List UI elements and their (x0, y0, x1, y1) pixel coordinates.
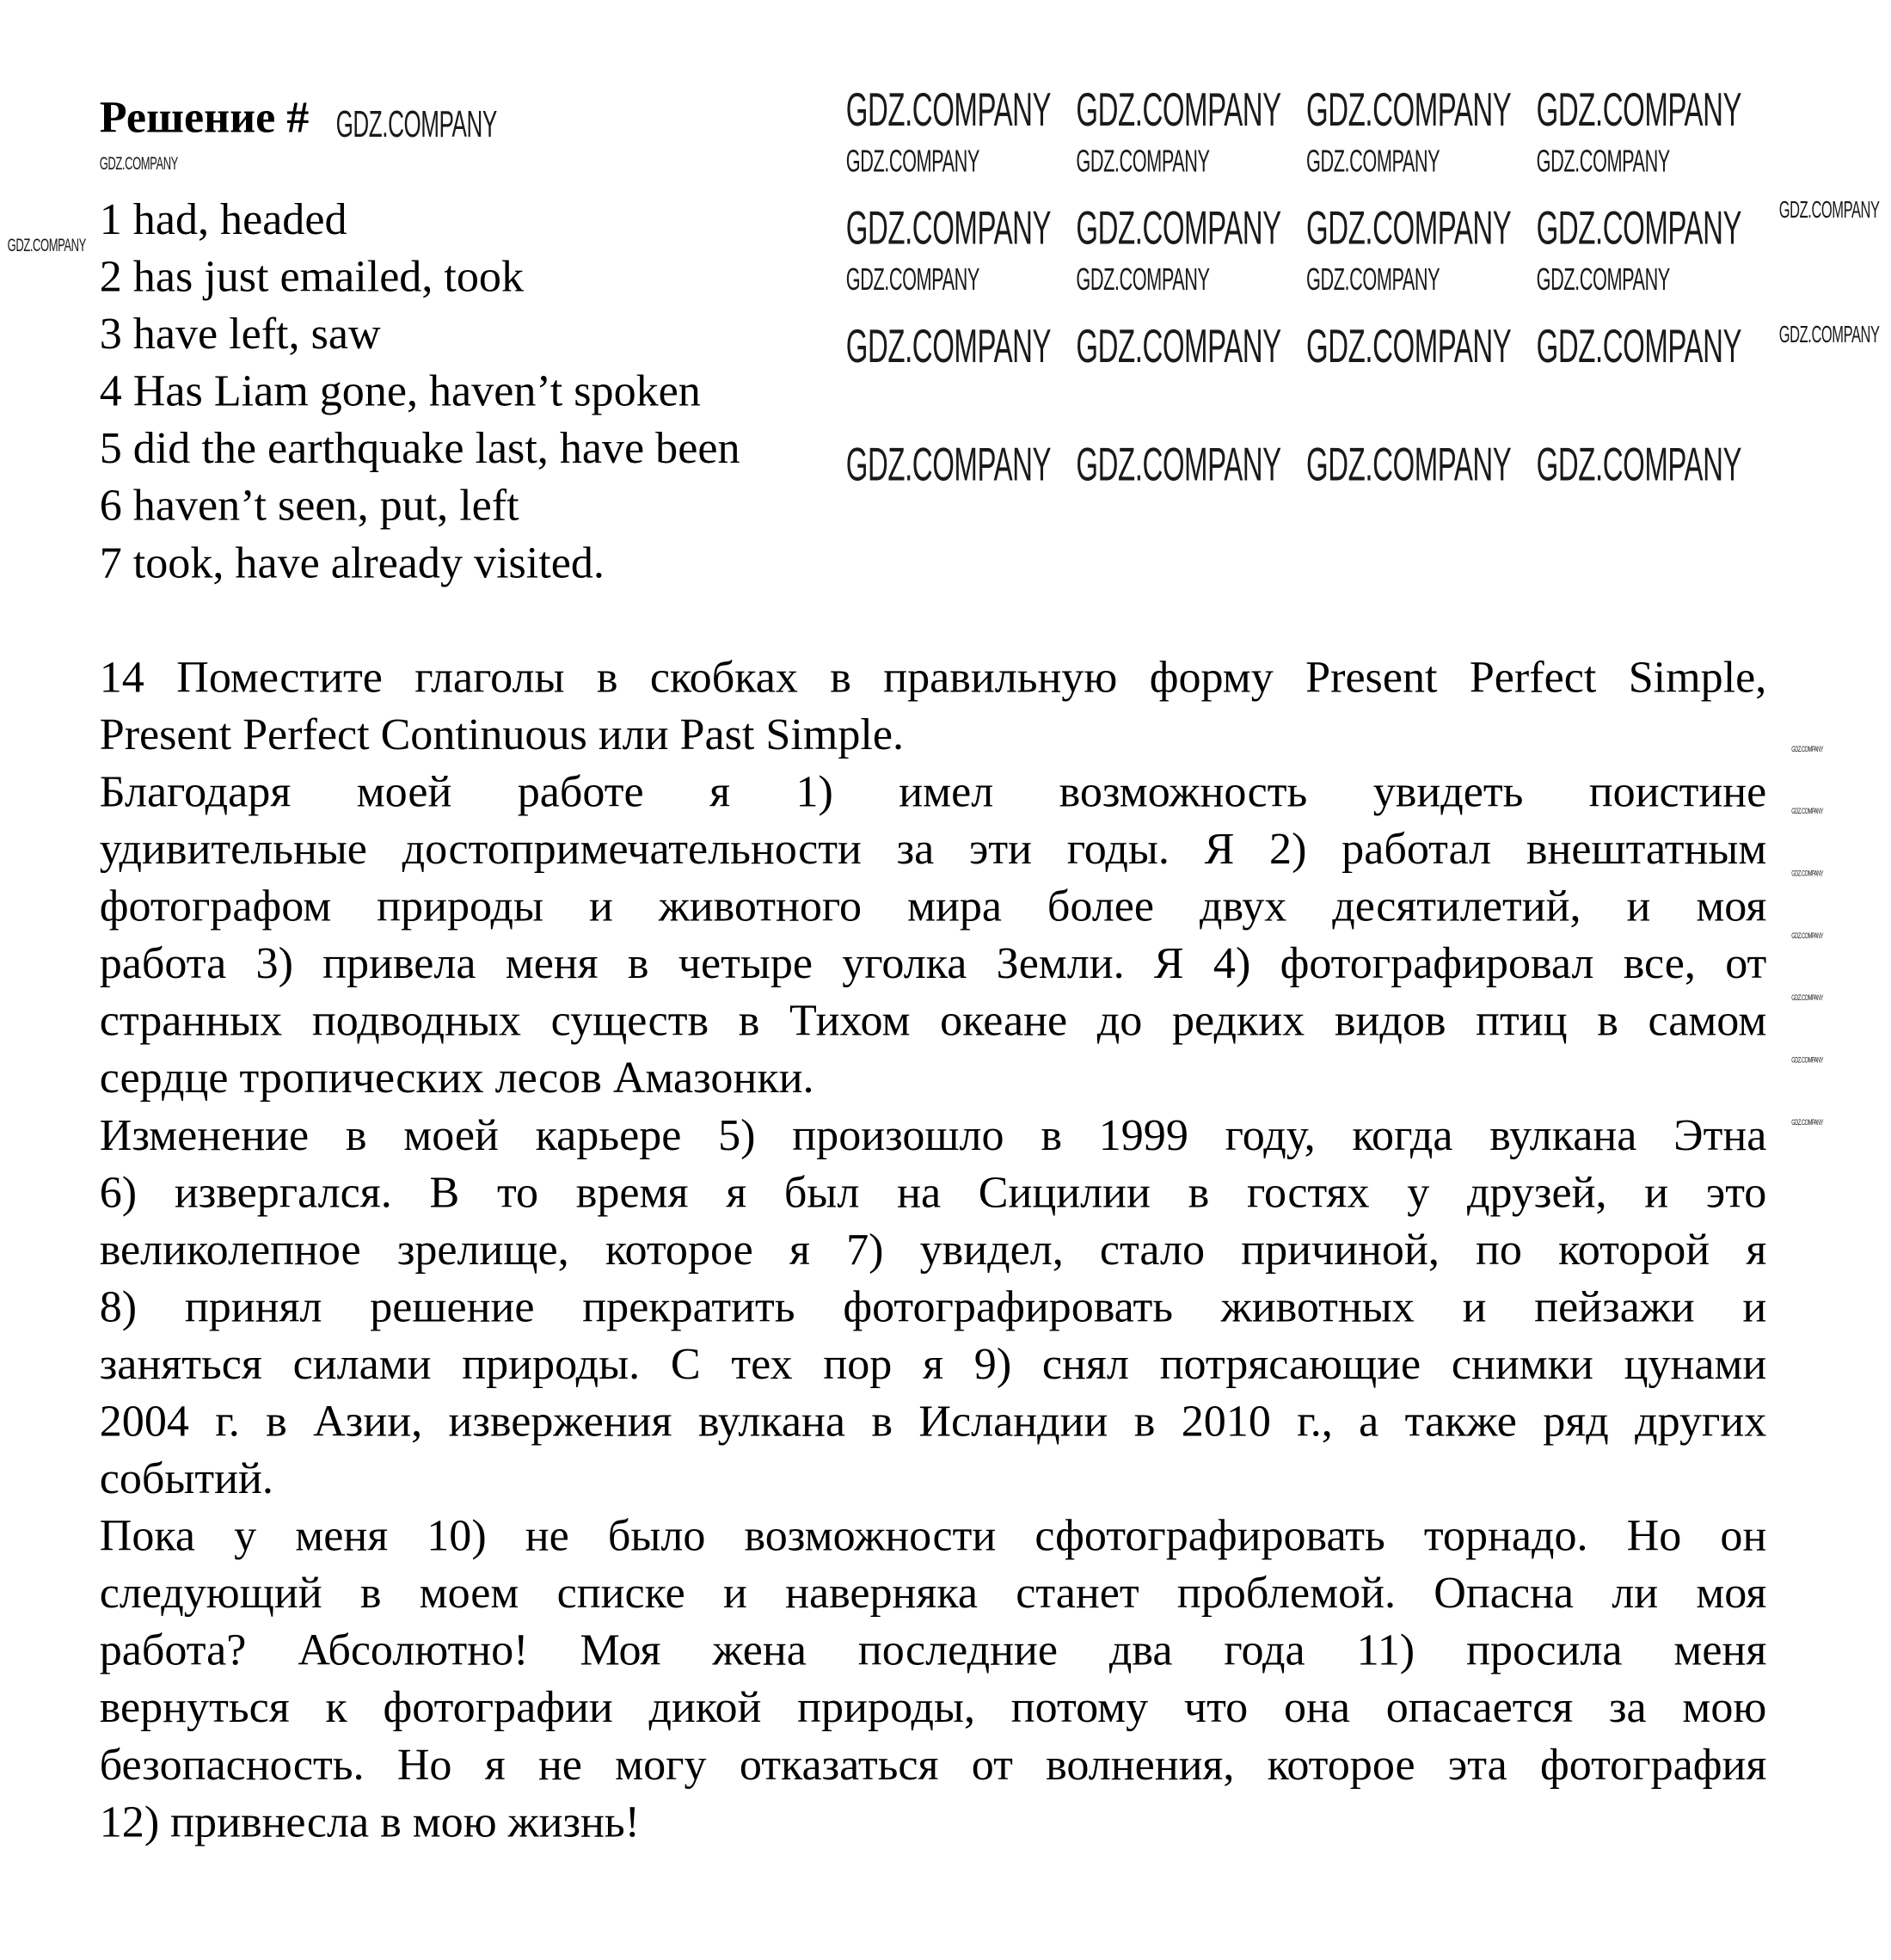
watermark: GDZ.COMPANY (1076, 84, 1281, 138)
answer-item: 3 have left, saw (99, 308, 381, 359)
paragraph-line: 2004 г. в Азии, извержения вулкана в Исландии в 2010 г., а также ряд других (99, 1396, 1767, 1447)
watermark: GDZ.COMPANY (1306, 84, 1512, 138)
watermark: GDZ.COMPANY (1536, 439, 1742, 492)
paragraph-line: сердце тропических лесов Амазонки. (99, 1052, 814, 1103)
watermark: GDZ.COMPANY (1306, 144, 1440, 180)
watermark: GDZ.COMPANY (845, 84, 1052, 138)
watermark: GDZ.COMPANY (1536, 321, 1742, 374)
exercise-text (100, 648, 1767, 1851)
watermark: GDZ.COMPANY (845, 144, 979, 180)
task-instruction-line: Present Perfect Continuous или Past Simple. (99, 709, 904, 759)
watermark: GDZ.COMPANY (1536, 84, 1742, 138)
watermark: GDZ.COMPANY (1791, 807, 1824, 817)
watermark: GDZ.COMPANY (1306, 202, 1512, 255)
watermark: GDZ.COMPANY (335, 104, 497, 146)
watermark: GDZ.COMPANY (1536, 202, 1742, 255)
paragraph-line: фотографом природы и животного мира более двух десятилетий, и моя (99, 881, 1767, 931)
watermark: GDZ.COMPANY (845, 439, 1052, 492)
paragraph-line: работа 3) привела меня в четыре уголка Земли. Я 4) фотографировал все, от (99, 937, 1767, 988)
paragraph-line: 12) привнесла в мою жизнь! (99, 1797, 641, 1846)
watermark: GDZ.COMPANY (1076, 321, 1281, 374)
watermark: GDZ.COMPANY (99, 152, 178, 175)
paragraph-line: безопасность. Но я не могу отказаться от волнения, которое эта фотография (99, 1739, 1767, 1790)
answer-item: 6 haven’t seen, put, left (99, 480, 519, 531)
watermark: GDZ.COMPANY (1791, 1118, 1824, 1127)
answer-item: 2 has just emailed, took (99, 251, 524, 302)
paragraph-line: странных подводных существ в Тихом океане до редких видов птиц в самом (99, 995, 1767, 1046)
watermark: GDZ.COMPANY (1791, 745, 1824, 754)
watermark: GDZ.COMPANY (1306, 439, 1512, 492)
watermark: GDZ.COMPANY (1076, 144, 1210, 180)
watermark: GDZ.COMPANY (1076, 202, 1281, 255)
paragraph-line: вернуться к фотографии дикой природы, потому что она опасается за мою (99, 1681, 1767, 1732)
watermark: GDZ.COMPANY (1306, 321, 1512, 374)
watermark: GDZ.COMPANY (1778, 322, 1880, 349)
watermark: GDZ.COMPANY (1791, 1056, 1824, 1066)
paragraph-line: работа? Абсолютно! Моя жена последние два года 11) просила меня (99, 1625, 1767, 1675)
paragraph-line: удивительные достопримечательности за эти годы. Я 2) работал внештатным (99, 823, 1767, 874)
paragraph-line: 6) извергался. В то время я был на Сицилии в гостях у друзей, и это (99, 1167, 1767, 1217)
answer-item: 1 had, headed (99, 194, 347, 244)
watermark: GDZ.COMPANY (845, 202, 1052, 255)
task-instruction-line: 14 Поместите глаголы в скобках в правильную форму Present Perfect Simple, (99, 652, 1767, 702)
answer-item: 4 Has Liam gone, haven’t spoken (99, 366, 701, 416)
paragraph-line: 8) принял решение прекратить фотографировать животных и пейзажи и (99, 1281, 1767, 1331)
watermark: GDZ.COMPANY (1536, 144, 1670, 180)
paragraph-line: Изменение в моей карьере 5) произошло в 1999 году, когда вулкана Этна (99, 1109, 1767, 1160)
watermark: GDZ.COMPANY (1778, 198, 1880, 224)
watermark: GDZ.COMPANY (1076, 262, 1210, 298)
paragraph-line: событий. (99, 1453, 273, 1503)
paragraph-line: следующий в моем списке и наверняка станет проблемой. Опасна ли моя (99, 1567, 1767, 1618)
paragraph-line: Благодаря моей работе я 1) имел возможность увидеть поистине (99, 766, 1767, 817)
watermark: GDZ.COMPANY (7, 235, 86, 257)
watermark: GDZ.COMPANY (1076, 439, 1281, 492)
watermark: GDZ.COMPANY (1791, 993, 1824, 1004)
watermark: GDZ.COMPANY (1536, 262, 1670, 298)
answer-item: 5 did the earthquake last, have been (99, 422, 740, 473)
watermark: GDZ.COMPANY (845, 321, 1052, 374)
watermark: GDZ.COMPANY (1791, 869, 1824, 879)
paragraph-line: заняться силами природы. С тех пор я 9) снял потрясающие снимки цунами (99, 1338, 1767, 1389)
paragraph-line: великолепное зрелище, которое я 7) увидел, стало причиной, по которой я (99, 1224, 1767, 1275)
answer-item: 7 took, have already visited. (99, 537, 605, 587)
watermark: GDZ.COMPANY (1306, 262, 1440, 298)
watermark: GDZ.COMPANY (845, 262, 979, 298)
solution-heading: Решение # (99, 92, 310, 142)
watermark: GDZ.COMPANY (1791, 931, 1824, 941)
paragraph-line: Пока у меня 10) не было возможности сфотографировать торнадо. Но он (99, 1510, 1767, 1561)
